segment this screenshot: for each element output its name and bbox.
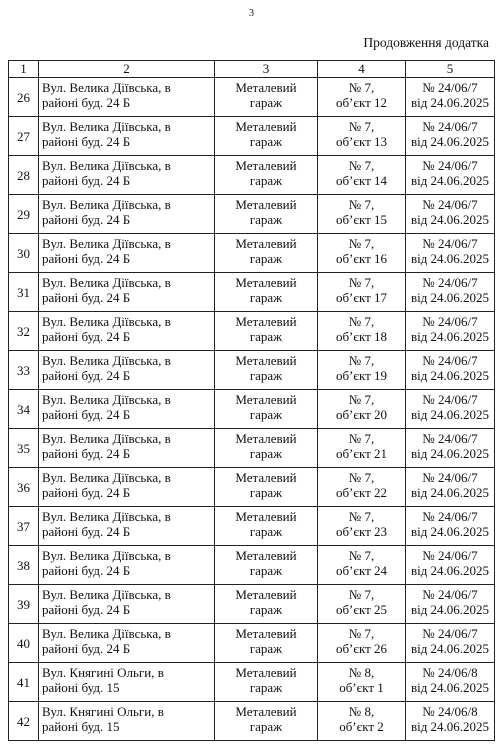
object-type-line: Металевий: [235, 626, 297, 641]
table-header: [9, 61, 495, 78]
address-cell: [39, 663, 215, 702]
object-number-line: № 8,: [348, 704, 375, 719]
address-cell: [39, 390, 215, 429]
object-number-cell: [318, 234, 406, 273]
document-number-line: № 24/06/7: [422, 353, 478, 368]
object-number-line: № 7,: [348, 548, 375, 563]
document-cell: [406, 390, 495, 429]
row-number: 34: [9, 390, 39, 429]
document-number-line: № 24/06/8: [422, 665, 478, 680]
object-number-cell: [318, 624, 406, 663]
object-type-line: гараж: [249, 329, 283, 344]
address-line: районі буд. 15: [42, 680, 120, 695]
object-type-line: гараж: [249, 641, 283, 656]
object-number-line: № 7,: [348, 158, 375, 173]
address-cell: [39, 702, 215, 741]
object-number-cell: [318, 585, 406, 624]
document-cell: [406, 468, 495, 507]
address-cell: [39, 507, 215, 546]
object-number-line: № 7,: [348, 80, 375, 95]
object-type-cell: [215, 156, 318, 195]
document-number-line: № 24/06/7: [422, 314, 478, 329]
object-number-line: об’єкт 18: [335, 329, 388, 344]
address-line: Вул. Велика Діївська, в: [42, 587, 171, 602]
document-date-line: від 24.06.2025: [410, 485, 490, 500]
document-date-line: від 24.06.2025: [410, 251, 490, 266]
object-number-cell: [318, 273, 406, 312]
document-cell: [406, 663, 495, 702]
object-type-line: Металевий: [235, 548, 297, 563]
object-type-cell: [215, 546, 318, 585]
row-number: 37: [9, 507, 39, 546]
object-type-line: Металевий: [235, 587, 297, 602]
object-number-line: № 7,: [348, 353, 375, 368]
object-number-line: № 7,: [348, 314, 375, 329]
address-line: Вул. Велика Діївська, в: [42, 80, 171, 95]
object-number-line: об’єкт 17: [335, 290, 388, 305]
address-cell: [39, 156, 215, 195]
document-date-line: від 24.06.2025: [410, 329, 490, 344]
object-type-line: гараж: [249, 290, 283, 305]
table-row: [9, 429, 495, 468]
row-number: 38: [9, 546, 39, 585]
address-line: районі буд. 24 Б: [42, 602, 131, 617]
header-col-4: 4: [318, 61, 406, 78]
address-line: районі буд. 24 Б: [42, 329, 131, 344]
object-type-cell: [215, 429, 318, 468]
object-type-cell: [215, 507, 318, 546]
row-number: 33: [9, 351, 39, 390]
object-type-line: Металевий: [235, 197, 297, 212]
table-row: [9, 663, 495, 702]
row-number: 32: [9, 312, 39, 351]
address-line: Вул. Велика Діївська, в: [42, 236, 171, 251]
document-cell: [406, 312, 495, 351]
document-date-line: від 24.06.2025: [410, 290, 490, 305]
object-number-cell: [318, 429, 406, 468]
address-line: районі буд. 24 Б: [42, 173, 131, 188]
object-type-line: Металевий: [235, 470, 297, 485]
continuation-label: Продовження додатка: [363, 35, 489, 50]
table-row: [9, 585, 495, 624]
object-number-line: № 8,: [348, 665, 375, 680]
address-line: районі буд. 24 Б: [42, 368, 131, 383]
object-number-line: об’єкт 13: [335, 134, 388, 149]
document-date-line: від 24.06.2025: [410, 524, 490, 539]
object-type-line: гараж: [249, 368, 283, 383]
object-type-line: Металевий: [235, 119, 297, 134]
object-number-line: об’єкт 12: [335, 95, 388, 110]
object-number-cell: [318, 312, 406, 351]
object-type-line: гараж: [249, 251, 283, 266]
document-number-line: № 24/06/7: [422, 80, 478, 95]
object-type-line: гараж: [249, 563, 283, 578]
document-number-line: № 24/06/7: [422, 587, 478, 602]
row-number: 26: [9, 78, 39, 117]
address-line: районі буд. 24 Б: [42, 134, 131, 149]
row-number: 40: [9, 624, 39, 663]
object-type-line: гараж: [249, 407, 283, 422]
document-cell: [406, 156, 495, 195]
document-cell: [406, 234, 495, 273]
document-date-line: від 24.06.2025: [410, 602, 490, 617]
address-line: Вул. Велика Діївська, в: [42, 509, 171, 524]
object-type-line: гараж: [249, 719, 283, 734]
document-cell: [406, 507, 495, 546]
document-number-line: № 24/06/7: [422, 509, 478, 524]
object-type-cell: [215, 624, 318, 663]
document-date-line: від 24.06.2025: [410, 173, 490, 188]
address-line: Вул. Велика Діївська, в: [42, 392, 171, 407]
address-line: районі буд. 24 Б: [42, 251, 131, 266]
object-number-line: № 7,: [348, 197, 375, 212]
object-type-line: Металевий: [235, 80, 297, 95]
object-type-line: гараж: [249, 134, 283, 149]
object-number-line: № 7,: [348, 119, 375, 134]
object-type-line: Металевий: [235, 392, 297, 407]
document-cell: [406, 624, 495, 663]
page-number: 3: [249, 8, 254, 19]
object-type-line: гараж: [249, 446, 283, 461]
table-row: [9, 117, 495, 156]
document-date-line: від 24.06.2025: [410, 368, 490, 383]
document-cell: [406, 195, 495, 234]
document-cell: [406, 351, 495, 390]
address-cell: [39, 195, 215, 234]
document-cell: [406, 546, 495, 585]
object-type-cell: [215, 702, 318, 741]
object-number-line: об’єкт 26: [335, 641, 388, 656]
object-number-line: № 7,: [348, 392, 375, 407]
object-number-cell: [318, 663, 406, 702]
object-number-line: об’єкт 15: [335, 212, 388, 227]
object-number-line: об’єкт 1: [339, 680, 384, 695]
object-type-cell: [215, 663, 318, 702]
address-cell: [39, 273, 215, 312]
object-number-line: об’єкт 20: [335, 407, 388, 422]
object-type-line: Металевий: [235, 431, 297, 446]
row-number: 41: [9, 663, 39, 702]
row-number: 30: [9, 234, 39, 273]
object-type-cell: [215, 585, 318, 624]
table-row: [9, 468, 495, 507]
object-type-line: гараж: [249, 602, 283, 617]
object-number-cell: [318, 507, 406, 546]
document-date-line: від 24.06.2025: [410, 680, 490, 695]
object-type-line: Металевий: [235, 665, 297, 680]
address-line: Вул. Велика Діївська, в: [42, 314, 171, 329]
row-number: 35: [9, 429, 39, 468]
object-type-line: гараж: [249, 524, 283, 539]
document-number-line: № 24/06/8: [422, 704, 478, 719]
address-line: Вул. Велика Діївська, в: [42, 353, 171, 368]
object-number-line: об’єкт 19: [335, 368, 388, 383]
document-date-line: від 24.06.2025: [410, 407, 490, 422]
object-type-cell: [215, 195, 318, 234]
object-number-line: № 7,: [348, 431, 375, 446]
table-row: [9, 312, 495, 351]
document-number-line: № 24/06/7: [422, 197, 478, 212]
document-date-line: від 24.06.2025: [410, 719, 490, 734]
row-number: 39: [9, 585, 39, 624]
annex-table: [8, 60, 495, 741]
address-line: Вул. Велика Діївська, в: [42, 197, 171, 212]
document-date-line: від 24.06.2025: [410, 134, 490, 149]
address-cell: [39, 78, 215, 117]
table-row: [9, 507, 495, 546]
table-row: [9, 273, 495, 312]
address-cell: [39, 429, 215, 468]
object-number-line: об’єкт 22: [335, 485, 388, 500]
table-row: [9, 624, 495, 663]
address-cell: [39, 624, 215, 663]
document-cell: [406, 702, 495, 741]
object-number-line: № 7,: [348, 275, 375, 290]
address-line: Вул. Велика Діївська, в: [42, 470, 171, 485]
address-line: районі буд. 24 Б: [42, 563, 131, 578]
address-line: районі буд. 24 Б: [42, 446, 131, 461]
object-type-line: гараж: [249, 95, 283, 110]
address-line: районі буд. 24 Б: [42, 95, 131, 110]
document-date-line: від 24.06.2025: [410, 95, 490, 110]
address-line: Вул. Велика Діївська, в: [42, 548, 171, 563]
address-line: районі буд. 15: [42, 719, 120, 734]
row-number: 29: [9, 195, 39, 234]
object-number-cell: [318, 351, 406, 390]
object-type-cell: [215, 312, 318, 351]
object-number-line: № 7,: [348, 587, 375, 602]
object-type-cell: [215, 234, 318, 273]
object-number-line: об’єкт 16: [335, 251, 388, 266]
object-type-cell: [215, 468, 318, 507]
address-cell: [39, 585, 215, 624]
document-number-line: № 24/06/7: [422, 548, 478, 563]
address-cell: [39, 312, 215, 351]
object-type-cell: [215, 390, 318, 429]
address-cell: [39, 546, 215, 585]
object-number-cell: [318, 195, 406, 234]
address-line: районі буд. 24 Б: [42, 212, 131, 227]
address-cell: [39, 468, 215, 507]
object-type-line: гараж: [249, 173, 283, 188]
header-col-1: 1: [9, 61, 39, 78]
object-type-line: Металевий: [235, 704, 297, 719]
row-number: 36: [9, 468, 39, 507]
object-number-line: № 7,: [348, 626, 375, 641]
address-line: районі буд. 24 Б: [42, 290, 131, 305]
address-line: Вул. Велика Діївська, в: [42, 431, 171, 446]
object-number-line: об’єкт 24: [335, 563, 388, 578]
document-number-line: № 24/06/7: [422, 236, 478, 251]
object-type-line: гараж: [249, 485, 283, 500]
document-number-line: № 24/06/7: [422, 392, 478, 407]
object-number-cell: [318, 546, 406, 585]
table-body: [9, 78, 495, 741]
document-number-line: № 24/06/7: [422, 158, 478, 173]
object-number-cell: [318, 78, 406, 117]
table-row: [9, 234, 495, 273]
address-line: Вул. Княгині Ольги, в: [42, 665, 164, 680]
object-number-cell: [318, 390, 406, 429]
document-date-line: від 24.06.2025: [410, 446, 490, 461]
header-col-2: 2: [39, 61, 215, 78]
address-cell: [39, 117, 215, 156]
document-cell: [406, 78, 495, 117]
address-cell: [39, 351, 215, 390]
address-line: районі буд. 24 Б: [42, 524, 131, 539]
table-row: [9, 351, 495, 390]
document-cell: [406, 273, 495, 312]
object-type-cell: [215, 351, 318, 390]
row-number: 28: [9, 156, 39, 195]
object-type-cell: [215, 273, 318, 312]
document-number-line: № 24/06/7: [422, 470, 478, 485]
document-cell: [406, 585, 495, 624]
object-type-cell: [215, 117, 318, 156]
document-date-line: від 24.06.2025: [410, 563, 490, 578]
object-number-line: № 7,: [348, 509, 375, 524]
document-date-line: від 24.06.2025: [410, 212, 490, 227]
header-col-5: 5: [406, 61, 495, 78]
object-type-line: Металевий: [235, 275, 297, 290]
object-type-line: гараж: [249, 680, 283, 695]
address-line: районі буд. 24 Б: [42, 485, 131, 500]
object-type-line: Металевий: [235, 314, 297, 329]
object-number-cell: [318, 468, 406, 507]
document-number-line: № 24/06/7: [422, 275, 478, 290]
object-type-line: гараж: [249, 212, 283, 227]
table-row: [9, 195, 495, 234]
object-type-cell: [215, 78, 318, 117]
object-number-line: № 7,: [348, 470, 375, 485]
document-cell: [406, 117, 495, 156]
table-row: [9, 78, 495, 117]
table-row: [9, 390, 495, 429]
object-type-line: Металевий: [235, 158, 297, 173]
header-col-3: 3: [215, 61, 318, 78]
address-line: Вул. Велика Діївська, в: [42, 275, 171, 290]
object-number-cell: [318, 156, 406, 195]
object-number-cell: [318, 702, 406, 741]
object-number-line: об’єкт 2: [339, 719, 384, 734]
address-line: районі буд. 24 Б: [42, 407, 131, 422]
table-row: [9, 156, 495, 195]
row-number: 31: [9, 273, 39, 312]
table-row: [9, 702, 495, 741]
header-row: [9, 61, 495, 78]
document-number-line: № 24/06/7: [422, 431, 478, 446]
address-line: районі буд. 24 Б: [42, 641, 131, 656]
object-number-line: об’єкт 25: [335, 602, 388, 617]
address-cell: [39, 234, 215, 273]
object-type-line: Металевий: [235, 509, 297, 524]
object-number-cell: [318, 117, 406, 156]
document-date-line: від 24.06.2025: [410, 641, 490, 656]
object-number-line: об’єкт 23: [335, 524, 388, 539]
object-number-line: об’єкт 14: [335, 173, 388, 188]
object-number-line: № 7,: [348, 236, 375, 251]
row-number: 27: [9, 117, 39, 156]
row-number: 42: [9, 702, 39, 741]
document-cell: [406, 429, 495, 468]
address-line: Вул. Велика Діївська, в: [42, 119, 171, 134]
table-row: [9, 546, 495, 585]
address-line: Вул. Велика Діївська, в: [42, 158, 171, 173]
object-type-line: Металевий: [235, 236, 297, 251]
document-number-line: № 24/06/7: [422, 119, 478, 134]
object-number-line: об’єкт 21: [335, 446, 388, 461]
address-line: Вул. Княгині Ольги, в: [42, 704, 164, 719]
address-line: Вул. Велика Діївська, в: [42, 626, 171, 641]
document-number-line: № 24/06/7: [422, 626, 478, 641]
object-type-line: Металевий: [235, 353, 297, 368]
